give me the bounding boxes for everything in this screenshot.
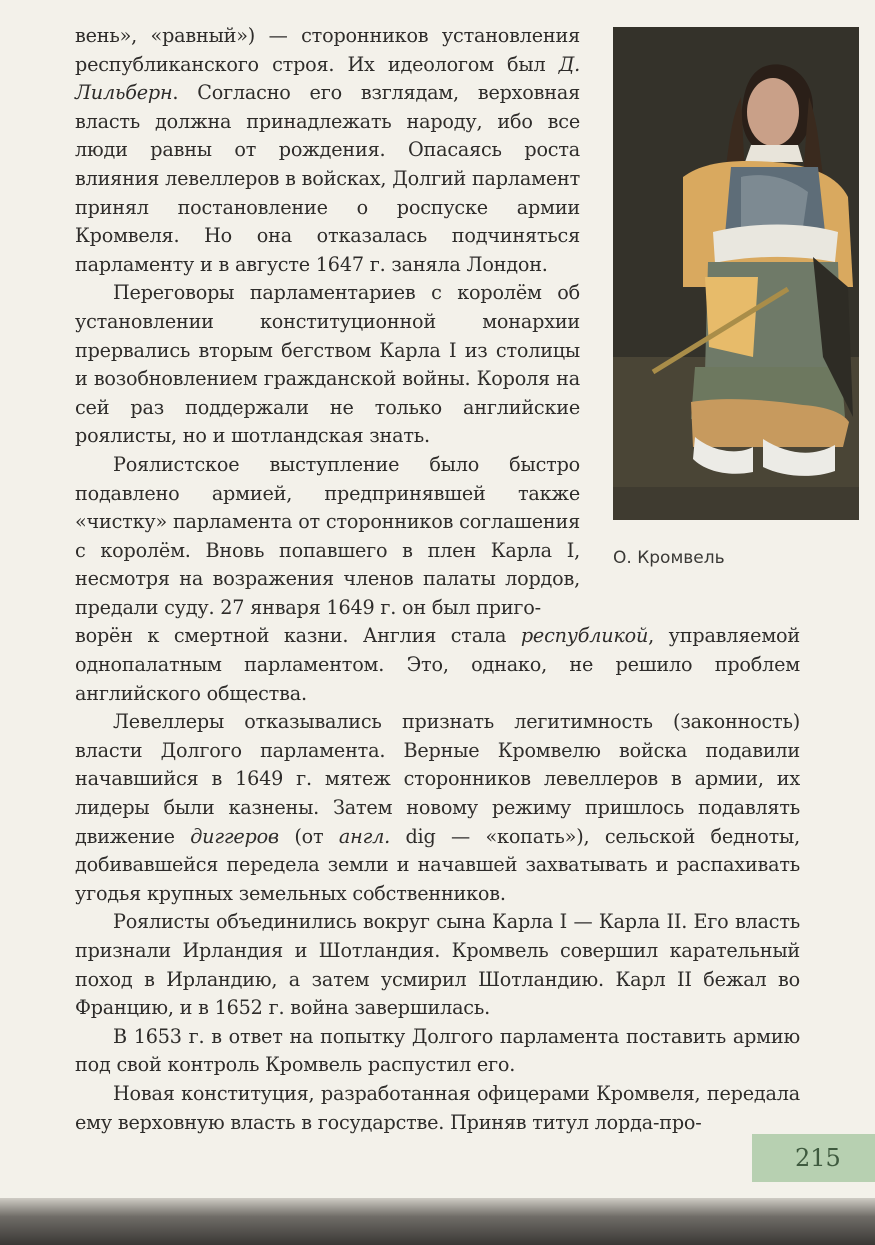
paragraph-3-top: Роялистское выступление было быстро подавлено армией, предпринявшей также «чистку» парламента от сторонников соглашения с королём. Вновь попавшего в плен Карла I, несмотря на возражения членов палаты лордов, предали суду. 27 января 1649 г. он был приго- bbox=[75, 452, 580, 619]
main-text bbox=[75, 22, 800, 1137]
paragraph-6: В 1653 г. в ответ на попытку Долгого парламента поставить армию под свой контроль Кромвель распустил его. bbox=[75, 1024, 800, 1077]
paragraph-4-part-1: Левеллеры отказывались признать легитимность (законность) власти Долгого парламента. Верные Кромвелю войска подавили начавшийся в 1649 г. мятеж сторонников левеллеров в армии, их лидеры были казнены. Затем новому режиму пришлось подавлять движение bbox=[75, 710, 800, 848]
paragraph-4-part-5: dig — «копать»), сельской бедноты, добивавшейся передела земли и начавшей захватывать и распахивать угодья крупных земельных собственников. bbox=[75, 824, 800, 905]
paragraph-4 bbox=[75, 708, 800, 908]
figure-caption: О. Кромвель bbox=[613, 548, 725, 568]
paragraph-1-part-3: . Согласно его взглядам, верховная власть должна принадлежать народу, ибо все люди равны от рождения. Опасаясь роста влияния левеллеров в войсках, Долгий парламент принял постановление о роспуске армии Кромвеля. Но она отказалась подчиняться парламенту и в августе 1647 г. заняла Лондон. bbox=[75, 81, 580, 276]
paragraph-5: Роялисты объединились вокруг сына Карла I — Карла II. Его власть признали Ирландия и Шотландия. Кромвель совершил карательный поход в Ирландию, а затем усмирил Шотландию. Карл II бежал во Францию, и в 1652 г. война завершилась. bbox=[75, 910, 800, 1020]
paragraph-4-part-3: (от bbox=[278, 824, 339, 848]
paragraph-3-part-2: ворён к смертной казни. Англия стала bbox=[75, 624, 521, 648]
term-diggers: диггеров bbox=[190, 824, 279, 848]
paragraph-7: Новая конституция, разработанная офицерами Кромвеля, передала ему верховную власть в государстве. Приняв титул лорда-про- bbox=[75, 1081, 800, 1134]
paragraph-3-part-4: , управляемой однопалатным парламентом. Это, однако, не решило проблем английского общества. bbox=[75, 624, 800, 705]
paragraph-1-part-1: вень», «равный») — сторонников установления республиканского строя. Их идеологом был bbox=[75, 24, 580, 76]
paragraph-1 bbox=[75, 22, 580, 279]
paragraph-2: Переговоры парламентариев с королём об установлении конституционной монархии прервались вторым бегством Карла I из столицы и возобновлением гражданской войны. Короля на сей раз поддержали не только английские роялисты, но и шотландская знать. bbox=[75, 281, 580, 448]
term-republic: республикой bbox=[520, 624, 649, 648]
paragraph-3-bottom bbox=[75, 622, 800, 708]
scan-bottom-edge bbox=[0, 1198, 875, 1245]
abbr-english: англ. bbox=[338, 824, 390, 848]
page-number: 215 bbox=[795, 1144, 841, 1172]
name-lilburne: Д. Лильберн bbox=[75, 52, 580, 105]
